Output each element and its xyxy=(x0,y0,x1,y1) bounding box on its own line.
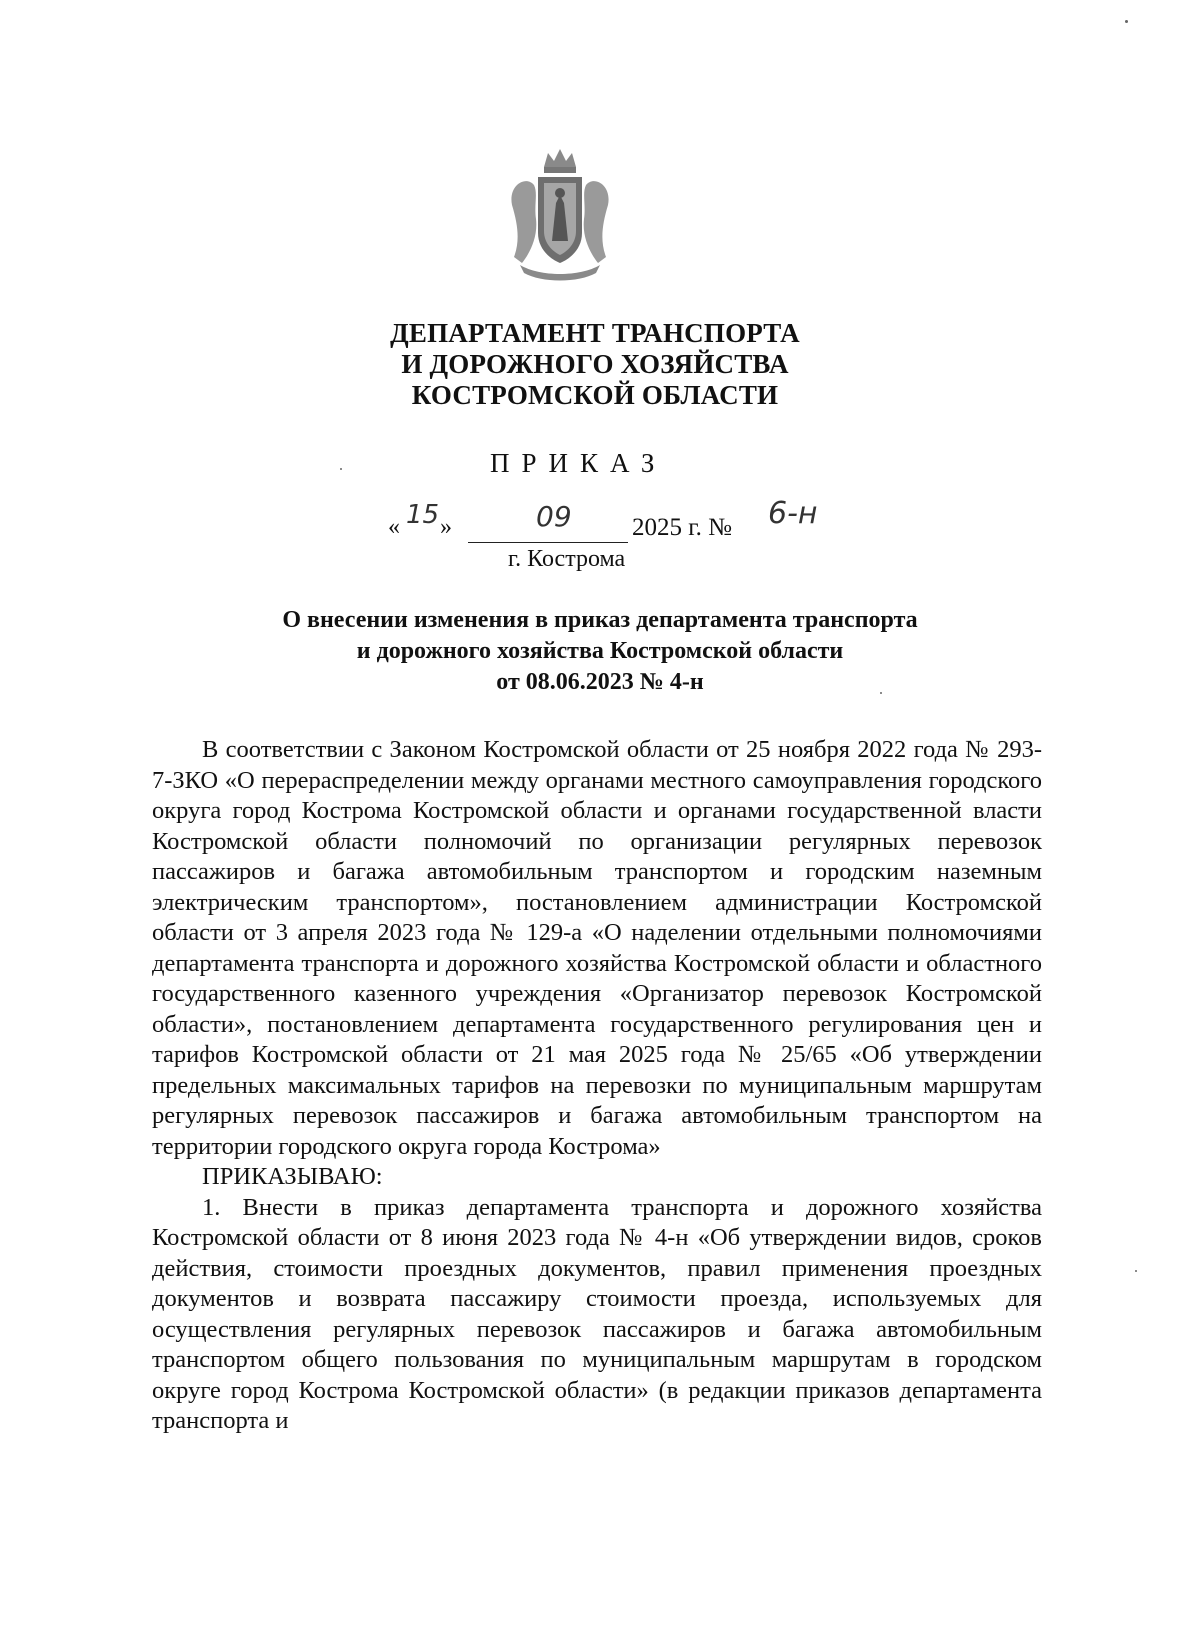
date-quote-close: » xyxy=(440,514,452,540)
title-line-1: О внесении изменения в приказ департамента транспорта xyxy=(282,607,918,633)
document-body xyxy=(152,735,1042,1437)
coat-of-arms-icon xyxy=(500,145,620,285)
title-line-2: и дорожного хозяйства Костромской области xyxy=(356,638,844,664)
document-title xyxy=(200,605,1000,698)
date-line xyxy=(388,496,888,541)
date-day: 15 xyxy=(406,500,440,530)
preamble-paragraph: В соответствии с Законом Костромской области от 25 ноября 2022 года № 293-7-ЗКО «О перераспределении между органами местного самоуправления городского округа город Кострома Костромской области и органами государственной власти Костромской области полномочий по организации регулярных перевозок пассажиров и багажа автомобильным транспортом и городским наземным электрическим транспортом», постановлением администрации Костромской области от 3 апреля 2023 года № 129-а «О наделении отдельными полномочиями департамента транспорта и дорожного хозяйства Костромской области и областного государственного казенного учреждения «Организатор перевозок Костромской области», постановлением департамента государственного регулирования цен и тарифов Костромской области от 21 мая 2025 года № 25/65 «Об утверждении предельных максимальных тарифов на перевозки по муниципальным маршрутам регулярных перевозок пассажиров и багажа автомобильным транспортом на территории городского округа города Кострома» xyxy=(152,736,1042,1160)
scan-speck xyxy=(1135,1270,1137,1272)
scan-speck xyxy=(1125,20,1128,23)
org-line-3: КОСТРОМСКОЙ ОБЛАСТИ xyxy=(411,380,779,410)
scan-speck xyxy=(880,692,882,694)
document-number: 6-н xyxy=(768,496,818,531)
order-word: ПРИКАЗЫВАЮ: xyxy=(202,1163,383,1190)
scan-speck xyxy=(340,468,342,470)
date-quote-open: « xyxy=(388,514,400,540)
organization-name xyxy=(300,318,890,411)
date-month: 09 xyxy=(536,500,572,533)
title-line-3: от 08.06.2023 № 4-н xyxy=(496,669,704,695)
document-type: ПРИКАЗ xyxy=(490,448,667,478)
city: г. Кострома xyxy=(508,546,626,572)
date-month-underline xyxy=(468,542,628,543)
org-line-1: ДЕПАРТАМЕНТ ТРАНСПОРТА xyxy=(390,318,800,348)
org-line-2: И ДОРОЖНОГО ХОЗЯЙСТВА xyxy=(401,349,789,379)
date-year: 2025 г. № xyxy=(632,514,733,541)
item-1-paragraph: 1. Внести в приказ департамента транспорта и дорожного хозяйства Костромской области от 8 июня 2023 года № 4-н «Об утверждении видов, сроков действия, стоимости проездных документов, правил применения проездных документов и возврата пассажиру стоимости проезда, используемых для осуществления регулярных перевозок пассажиров и багажа автомобильным транспортом общего пользования по муниципальным маршрутам в городском округе город Кострома Костромской области» (в редакции приказов департамента транспорта и xyxy=(152,1193,1042,1434)
